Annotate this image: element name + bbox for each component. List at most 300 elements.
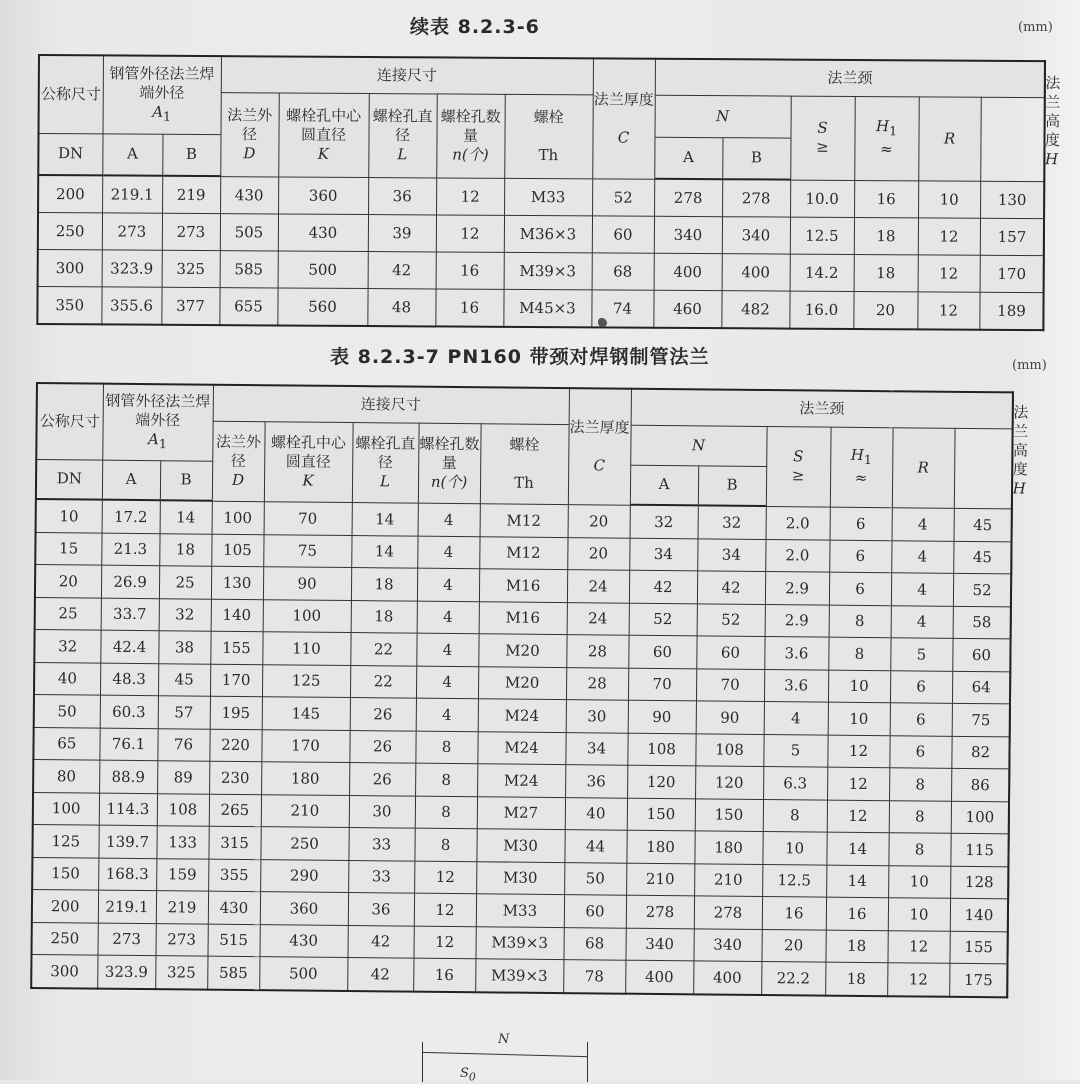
table-cell: 50 <box>34 694 100 727</box>
header-dn-symbol: DN <box>38 133 102 175</box>
header-a1: 钢管外径法兰焊端外径 $A_1$ <box>103 55 221 134</box>
table-cell: 80 <box>33 759 99 792</box>
header-l: 螺栓孔直径 L <box>352 422 419 503</box>
header-connect: 连接尺寸 <box>213 385 569 424</box>
table-cell: 60 <box>952 638 1010 671</box>
table-cell: 210 <box>694 863 762 896</box>
table-cell: 278 <box>626 895 694 928</box>
table-cell: 430 <box>278 214 368 252</box>
table-cell: 4 <box>891 605 953 638</box>
dimension-line-right <box>587 1042 588 1082</box>
table-cell: 86 <box>951 768 1009 801</box>
table1-body <box>37 175 1044 330</box>
table-cell: 18 <box>854 217 918 254</box>
table-cell: 12 <box>827 800 889 833</box>
table-cell: 30 <box>349 795 415 828</box>
table-cell: 34 <box>565 732 627 765</box>
table-cell: M20 <box>478 634 566 667</box>
table-cell: 100 <box>212 501 264 534</box>
header-h1: $H_1$ ≈ <box>854 96 919 180</box>
table-cell: 360 <box>260 892 348 925</box>
table-cell: 50 <box>564 862 626 895</box>
table-cell: 12 <box>436 177 504 215</box>
table-cell: M33 <box>476 894 564 927</box>
table-cell: 44 <box>564 830 626 863</box>
table-cell: 170 <box>261 729 349 762</box>
table-cell: 32 <box>630 505 698 539</box>
table-cell: 340 <box>722 217 790 254</box>
header-connect: 连接尺寸 <box>221 56 593 94</box>
table-cell: 14 <box>351 535 417 568</box>
label-s0: $S_0$ <box>460 1066 476 1084</box>
table-cell: 120 <box>695 766 763 799</box>
table-cell: 16.0 <box>789 291 853 329</box>
table-cell: 8 <box>888 833 950 866</box>
table-cell: 350 <box>37 287 101 325</box>
table-cell: 42 <box>347 958 413 992</box>
table-cell: M33 <box>504 178 592 216</box>
ink-stain <box>598 318 607 327</box>
table-cell: 139.7 <box>98 825 156 858</box>
table-cell: 12 <box>414 926 476 959</box>
header-r: R <box>918 96 981 180</box>
table-cell: 210 <box>626 863 694 896</box>
table-cell: 14 <box>352 502 418 536</box>
table-cell: 26.9 <box>101 565 159 598</box>
table-cell: 8 <box>889 800 951 833</box>
table-cell: M39×3 <box>504 252 592 290</box>
table-cell: 360 <box>278 176 368 214</box>
table-cell: 82 <box>951 736 1009 769</box>
table-cell: M39×3 <box>475 926 563 959</box>
header-neck: 法兰颈 <box>631 389 1013 429</box>
table-cell: 12.5 <box>790 217 854 254</box>
table-cell: 219.1 <box>102 175 162 213</box>
table-cell: 28 <box>566 635 628 668</box>
table-cell: 220 <box>209 729 261 762</box>
table-cell: 219.1 <box>98 890 156 923</box>
table-cell: 20 <box>35 565 101 598</box>
table-cell: 42 <box>348 925 414 958</box>
table-cell: 12 <box>827 735 889 768</box>
table-cell: 2.0 <box>765 539 829 572</box>
table1 <box>36 54 1061 331</box>
table-cell: 20 <box>568 504 630 538</box>
table-cell: 100 <box>263 599 351 632</box>
header-h: 法兰高度 H <box>1012 392 1013 508</box>
table-cell: 58 <box>953 606 1011 639</box>
table-row <box>38 250 1044 293</box>
header-col-a: A <box>102 133 162 175</box>
table-cell: 273 <box>155 923 207 956</box>
table-cell: 655 <box>219 288 277 326</box>
table-cell: 34 <box>629 538 697 571</box>
table-cell: 300 <box>31 954 97 988</box>
table-cell: 32 <box>698 505 766 539</box>
table-cell: 68 <box>592 253 654 290</box>
table-cell: 323.9 <box>102 250 162 287</box>
table-cell: 4 <box>416 698 478 731</box>
table-cell: 170 <box>210 664 262 697</box>
table-cell: 4 <box>891 540 953 573</box>
table-cell: M16 <box>479 601 567 634</box>
table-cell: 325 <box>155 956 207 989</box>
table-cell: 90 <box>628 700 696 733</box>
table-cell: 133 <box>156 826 208 859</box>
table-cell: 460 <box>653 290 721 328</box>
table-cell: 20 <box>853 291 917 329</box>
table-cell: 33 <box>348 860 414 893</box>
table2 <box>30 382 1029 998</box>
table-cell: 12 <box>436 215 504 252</box>
table-cell: 60 <box>628 635 696 668</box>
table-cell: 12 <box>827 767 889 800</box>
table-cell: 38 <box>158 631 210 664</box>
table2-body <box>31 499 1012 997</box>
table-cell: 340 <box>693 928 761 961</box>
table-cell: 45 <box>158 663 210 696</box>
table2-unit: (mm) <box>1012 358 1047 373</box>
table-cell: 6 <box>829 540 891 573</box>
table-cell: 6 <box>830 507 892 541</box>
table-cell: 4 <box>892 507 954 541</box>
table-cell: 6 <box>890 670 952 703</box>
table-cell: 125 <box>32 824 98 857</box>
table-cell: 180 <box>626 830 694 863</box>
table-cell: 14.2 <box>790 254 854 291</box>
table-cell: 273 <box>162 213 220 250</box>
table-cell: 10 <box>918 180 980 218</box>
table-cell: 4 <box>417 536 479 569</box>
table-cell: 2.9 <box>765 572 829 605</box>
table-cell: 6 <box>889 735 951 768</box>
table-cell: 145 <box>262 697 350 730</box>
table-cell: 8 <box>763 799 827 832</box>
table-cell: 20 <box>567 537 629 570</box>
table-cell: 90 <box>263 567 351 600</box>
table-cell: 150 <box>32 857 98 890</box>
table-cell: 90 <box>696 701 764 734</box>
table-cell: 200 <box>38 175 102 213</box>
table-cell: 130 <box>980 181 1044 219</box>
table-cell: 12 <box>887 963 949 997</box>
table-cell: 57 <box>158 696 210 729</box>
table-cell: 16 <box>413 958 475 992</box>
table-cell: 18 <box>825 962 887 996</box>
table-cell: 108 <box>695 733 763 766</box>
table-cell: 585 <box>220 251 278 288</box>
header-s: S ≥ <box>766 426 831 507</box>
table1-unit: (mm) <box>1018 20 1053 35</box>
table-cell: 168.3 <box>98 858 156 891</box>
table-cell: M12 <box>479 536 567 569</box>
table-cell: 18 <box>825 930 887 963</box>
table-cell: 42 <box>697 571 765 604</box>
table-cell: 48 <box>367 289 435 327</box>
header-a1: 钢管外径法兰焊端外径 $A_1$ <box>102 384 213 461</box>
header-n-a: A <box>654 137 722 179</box>
table-cell: M12 <box>480 503 568 537</box>
table-cell: 60 <box>592 216 654 253</box>
table-row <box>38 175 1044 219</box>
table-cell: 278 <box>694 896 762 929</box>
table-cell: M24 <box>477 731 565 764</box>
table-cell: 515 <box>208 924 260 957</box>
label-n: N <box>498 1032 510 1047</box>
table-cell: 48.3 <box>100 663 158 696</box>
table-cell: 325 <box>162 250 220 287</box>
table-cell: 150 <box>627 798 695 831</box>
table-cell: 355.6 <box>101 287 161 325</box>
table-cell: 78 <box>563 960 625 994</box>
table-cell: 45 <box>953 541 1011 574</box>
table-cell: 8 <box>415 731 477 764</box>
table-cell: 39 <box>368 215 436 252</box>
table-cell: 130 <box>211 566 263 599</box>
table-cell: 180 <box>694 831 762 864</box>
table-cell: 36 <box>368 177 436 215</box>
table-cell: 34 <box>697 538 765 571</box>
table-cell: M30 <box>476 861 564 894</box>
table-cell: 200 <box>32 889 98 922</box>
table-cell: 12 <box>917 292 979 330</box>
table-cell: 12 <box>918 218 980 255</box>
header-c: 法兰厚度 C <box>568 388 631 505</box>
table-cell: 8 <box>829 605 891 638</box>
table2-title: 表 8.2.3-7 PN160 带颈对焊钢制管法兰 <box>330 346 710 368</box>
table-cell: 70 <box>628 668 696 701</box>
table-cell: 12 <box>414 861 476 894</box>
table-cell: 76 <box>157 728 209 761</box>
table-cell: 65 <box>33 727 99 760</box>
table-cell: 5 <box>890 638 952 671</box>
table-cell: 26 <box>349 730 415 763</box>
table-cell: 8 <box>828 637 890 670</box>
table-cell: 400 <box>693 961 761 995</box>
table-cell: 16 <box>435 289 503 327</box>
table-cell: 170 <box>980 255 1044 292</box>
table-cell: 8 <box>889 768 951 801</box>
table-cell: 33.7 <box>101 598 159 631</box>
table-cell: 60 <box>696 636 764 669</box>
table-cell: 273 <box>98 923 156 956</box>
table-cell: 128 <box>950 866 1008 899</box>
table-cell: 108 <box>157 793 209 826</box>
table-cell: 42 <box>368 252 436 289</box>
table-cell: 6 <box>829 572 891 605</box>
table-cell: 4 <box>417 568 479 601</box>
table-cell: 32 <box>34 629 100 662</box>
table-cell: 64 <box>952 671 1010 704</box>
table-cell: 250 <box>32 922 98 955</box>
table-cell: 110 <box>262 632 350 665</box>
table-cell: 33 <box>348 828 414 861</box>
table-cell: 74 <box>591 290 653 328</box>
table-cell: 24 <box>567 570 629 603</box>
table-cell: 140 <box>950 898 1008 931</box>
dimension-arrow-n <box>422 1052 587 1057</box>
table-cell: 24 <box>567 602 629 635</box>
table-cell: 18 <box>351 600 417 633</box>
table-cell: 76.1 <box>99 728 157 761</box>
header-dn-symbol: DN <box>36 459 102 500</box>
table-cell: 8 <box>414 828 476 861</box>
table-cell: 10 <box>828 702 890 735</box>
table-cell: 8 <box>415 763 477 796</box>
table-cell: 68 <box>563 927 625 960</box>
table-cell: 60.3 <box>100 695 158 728</box>
table-cell: 250 <box>260 827 348 860</box>
header-h: 法兰高度 H <box>1044 73 1061 168</box>
table-cell: 30 <box>566 700 628 733</box>
table-cell: 40 <box>34 662 100 695</box>
table-cell: M24 <box>477 764 565 797</box>
table-cell: 3.6 <box>764 669 828 702</box>
table-cell: 125 <box>262 664 350 697</box>
table-cell: M36×3 <box>504 215 592 253</box>
table-cell: 482 <box>721 291 789 329</box>
table-cell: 14 <box>826 865 888 898</box>
table-cell: 4 <box>417 601 479 634</box>
table-cell: 323.9 <box>97 955 155 989</box>
table-cell: 100 <box>951 801 1009 834</box>
table-cell: 40 <box>565 797 627 830</box>
table-cell: 105 <box>211 534 263 567</box>
table-cell: 12 <box>918 255 980 292</box>
table-cell: 430 <box>220 176 278 214</box>
table-cell: 230 <box>209 761 261 794</box>
table-cell: 21.3 <box>101 533 159 566</box>
table-cell: 157 <box>980 218 1044 255</box>
table-cell: 120 <box>627 765 695 798</box>
table-cell: 10 <box>828 670 890 703</box>
header-neck: 法兰颈 <box>655 59 1045 97</box>
table-cell: 430 <box>260 924 348 957</box>
table-cell: 210 <box>261 794 349 827</box>
table-cell: 52 <box>953 573 1011 606</box>
table-cell: 4 <box>416 633 478 666</box>
table-cell: 290 <box>260 859 348 892</box>
table-cell: 18 <box>159 533 211 566</box>
table-cell: 189 <box>979 292 1043 330</box>
table-cell: 265 <box>209 794 261 827</box>
header-col-b: B <box>162 134 220 176</box>
table-cell: 15 <box>35 532 101 565</box>
table-cell: 377 <box>161 287 219 325</box>
table-cell: 14 <box>826 832 888 865</box>
flange-diagram-fragment <box>410 1030 590 1084</box>
table-cell: 22.2 <box>761 961 825 995</box>
table-cell: 10 <box>36 499 102 533</box>
table-cell: 340 <box>654 216 722 253</box>
table-cell: 2.9 <box>765 604 829 637</box>
header-dn: 公称尺寸 <box>39 55 103 133</box>
header-th: 螺栓 Th <box>504 94 593 179</box>
header-s: S ≥ <box>790 96 855 180</box>
table-cell: 100 <box>33 792 99 825</box>
header-c: 法兰厚度 C <box>592 58 655 178</box>
table-cell: 10 <box>888 898 950 931</box>
header-n-group: N <box>630 425 766 466</box>
table-cell: 278 <box>722 179 790 217</box>
table-cell: 400 <box>625 960 693 994</box>
table-cell: 36 <box>348 893 414 926</box>
table-cell: 300 <box>38 250 102 287</box>
table-cell: 32 <box>159 598 211 631</box>
table-cell: 88.9 <box>99 760 157 793</box>
table-cell: 17.2 <box>102 500 160 534</box>
table-cell: 500 <box>278 251 368 289</box>
table-cell: 26 <box>350 698 416 731</box>
table-cell: 10 <box>888 865 950 898</box>
table-cell: 89 <box>157 761 209 794</box>
table-cell: M39×3 <box>475 959 563 993</box>
table-cell: 20 <box>761 929 825 962</box>
table-cell: 16 <box>854 180 918 218</box>
table-cell: 340 <box>625 928 693 961</box>
table-cell: 278 <box>654 179 722 217</box>
table-cell: 36 <box>565 765 627 798</box>
table-cell: 3.6 <box>764 637 828 670</box>
table-cell: 28 <box>566 667 628 700</box>
table-cell: 400 <box>722 254 790 291</box>
table-cell: 18 <box>351 568 417 601</box>
table-cell: 500 <box>259 957 347 991</box>
table-cell: 52 <box>592 178 654 216</box>
table-cell: 8 <box>415 796 477 829</box>
table-cell: M30 <box>476 829 564 862</box>
table-cell: 18 <box>854 254 918 291</box>
table-cell: 75 <box>263 534 351 567</box>
table-cell: 505 <box>220 214 278 251</box>
table1-title: 续表 8.2.3-6 <box>410 16 540 38</box>
table-cell: 16 <box>826 897 888 930</box>
table-cell: 180 <box>261 762 349 795</box>
table-cell: 60 <box>564 895 626 928</box>
header-d: 法兰外径 D <box>212 421 265 501</box>
header-k: 螺栓孔中心圆直径 K <box>264 421 353 502</box>
table-cell: 150 <box>695 798 763 831</box>
table-cell: 26 <box>349 763 415 796</box>
table-cell: 42.4 <box>100 630 158 663</box>
header-n-count: 螺栓孔数量 n(个) <box>418 423 481 504</box>
table-cell: 22 <box>350 633 416 666</box>
table-cell: 70 <box>264 501 352 535</box>
table-cell: 12 <box>414 893 476 926</box>
table-cell: 4 <box>764 702 828 735</box>
header-n-b: B <box>698 465 766 506</box>
table-cell: 10.0 <box>790 180 854 218</box>
table-cell: 75 <box>952 703 1010 736</box>
table-cell: 155 <box>949 931 1007 964</box>
table-cell: 4 <box>418 503 480 537</box>
table-cell: 12.5 <box>762 864 826 897</box>
header-n-count: 螺栓孔数量 n(个) <box>436 93 505 177</box>
table-cell: 159 <box>156 858 208 891</box>
header-col-b: B <box>160 460 212 500</box>
table-cell: 52 <box>629 603 697 636</box>
header-n-b: B <box>722 137 790 179</box>
header-dn: 公称尺寸 <box>36 383 103 460</box>
table-cell: 70 <box>696 668 764 701</box>
table-cell: 4 <box>416 666 478 699</box>
table-cell: 25 <box>35 597 101 630</box>
table-cell: 195 <box>210 696 262 729</box>
table-row <box>37 287 1043 331</box>
table-cell: 25 <box>159 566 211 599</box>
table-cell: 250 <box>38 213 102 250</box>
table-cell: 10 <box>762 831 826 864</box>
